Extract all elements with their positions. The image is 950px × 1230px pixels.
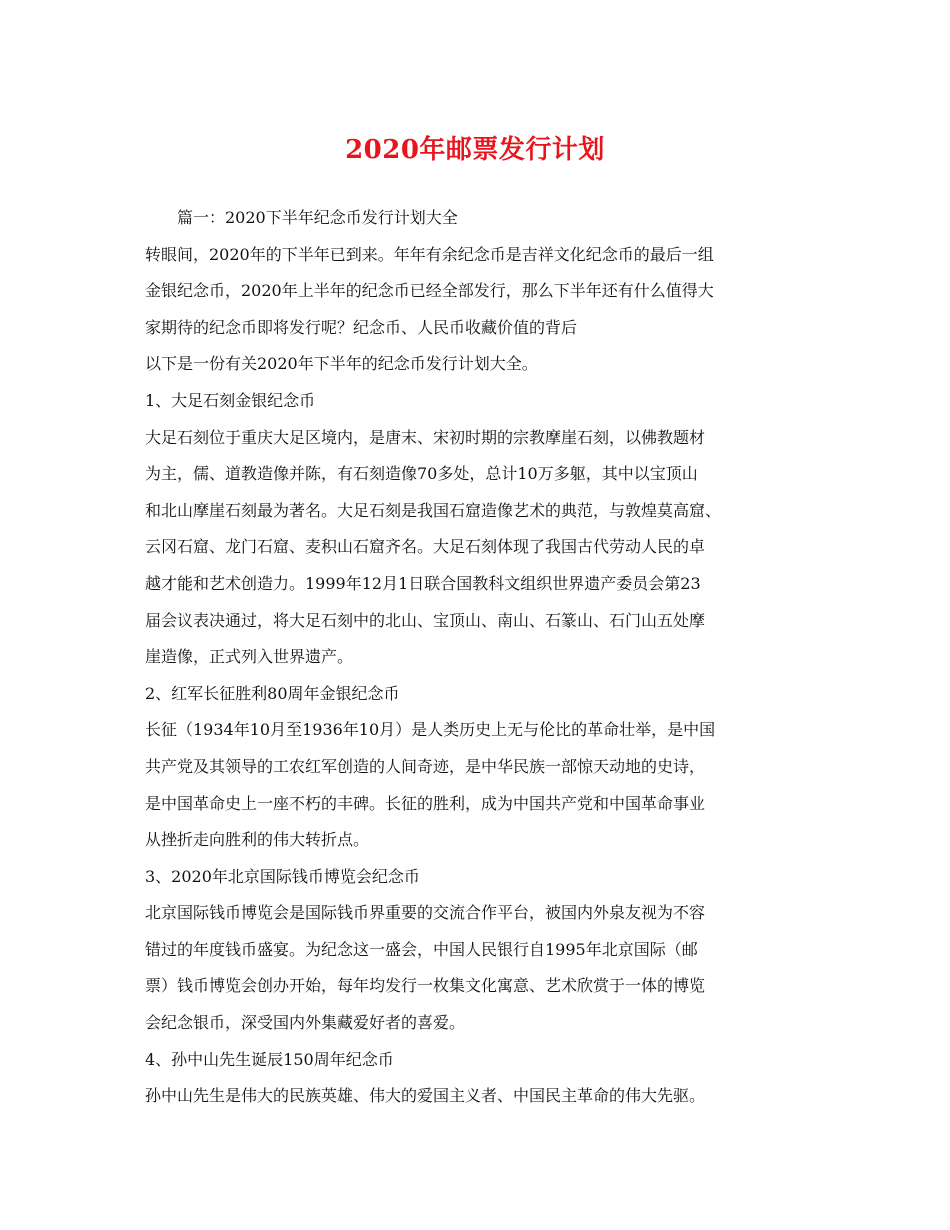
text-line: 转眼间，2020年的下半年已到来。年年有余纪念币是吉祥文化纪念币的最后一组 [145, 244, 714, 264]
text-line: 北京国际钱币博览会是国际钱币界重要的交流合作平台，被国内外泉友视为不容 [145, 903, 706, 923]
text-line: 篇一：2020下半年纪念币发行计划大全 [177, 208, 458, 227]
text-line: 3、2020年北京国际钱币博览会纪念币 [145, 866, 420, 886]
text-line: 长征（1934年10月至1936年10月）是人类历史上无与伦比的革命壮举，是中国 [145, 720, 716, 740]
text-line: 届会议表决通过，将大足石刻中的北山、宝顶山、南山、石篆山、石门山五处摩 [145, 610, 706, 630]
text-line: 是中国革命史上一座不朽的丰碑。长征的胜利，成为中国共产党和中国革命事业 [145, 793, 706, 813]
document-body [145, 200, 815, 1115]
text-line: 孙中山先生是伟大的民族英雄、伟大的爱国主义者、中国民主革命的伟大先驱。 [145, 1086, 706, 1106]
text-line: 4、孙中山先生诞辰150周年纪念币 [145, 1049, 394, 1069]
text-line: 崖造像，正式列入世界遗产。 [145, 647, 354, 667]
text-line: 金银纪念币，2020年上半年的纪念币已经全部发行，那么下半年还有什么值得大 [145, 281, 714, 301]
text-line: 从挫折走向胜利的伟大转折点。 [145, 830, 370, 850]
text-line: 票）钱币博览会创办开始，每年均发行一枚集文化寓意、艺术欣赏于一体的博览 [145, 976, 706, 996]
text-line: 以下是一份有关2020年下半年的纪念币发行计划大全。 [145, 354, 538, 374]
text-line: 会纪念银币，深受国内外集藏爱好者的喜爱。 [145, 1013, 466, 1033]
text-line: 越才能和艺术创造力。1999年12月1日联合国教科文组织世界遗产委员会第23 [145, 573, 701, 593]
text-line: 云冈石窟、龙门石窟、麦积山石窟齐名。大足石刻体现了我国古代劳动人民的卓 [145, 537, 706, 557]
text-line: 为主，儒、道教造像并陈，有石刻造像70多处，总计10万多躯，其中以宝顶山 [145, 464, 698, 484]
text-line: 大足石刻位于重庆大足区境内，是唐末、宋初时期的宗教摩崖石刻，以佛教题材 [145, 427, 706, 447]
text-line: 2、红军长征胜利80周年金银纪念币 [145, 683, 400, 703]
text-line: 和北山摩崖石刻最为著名。大足石刻是我国石窟造像艺术的典范，与敦煌莫高窟、 [145, 500, 722, 520]
text-line: 家期待的纪念币即将发行呢？纪念币、人民币收藏价值的背后 [145, 317, 578, 337]
document-title: 2020年邮票发行计划 [345, 135, 605, 165]
text-line: 错过的年度钱币盛宴。为纪念这一盛会，中国人民银行自1995年北京国际（邮 [145, 939, 698, 959]
text-line: 1、大足石刻金银纪念币 [145, 390, 316, 410]
text-line: 共产党及其领导的工农红军创造的人间奇迹，是中华民族一部惊天动地的史诗， [145, 756, 706, 776]
